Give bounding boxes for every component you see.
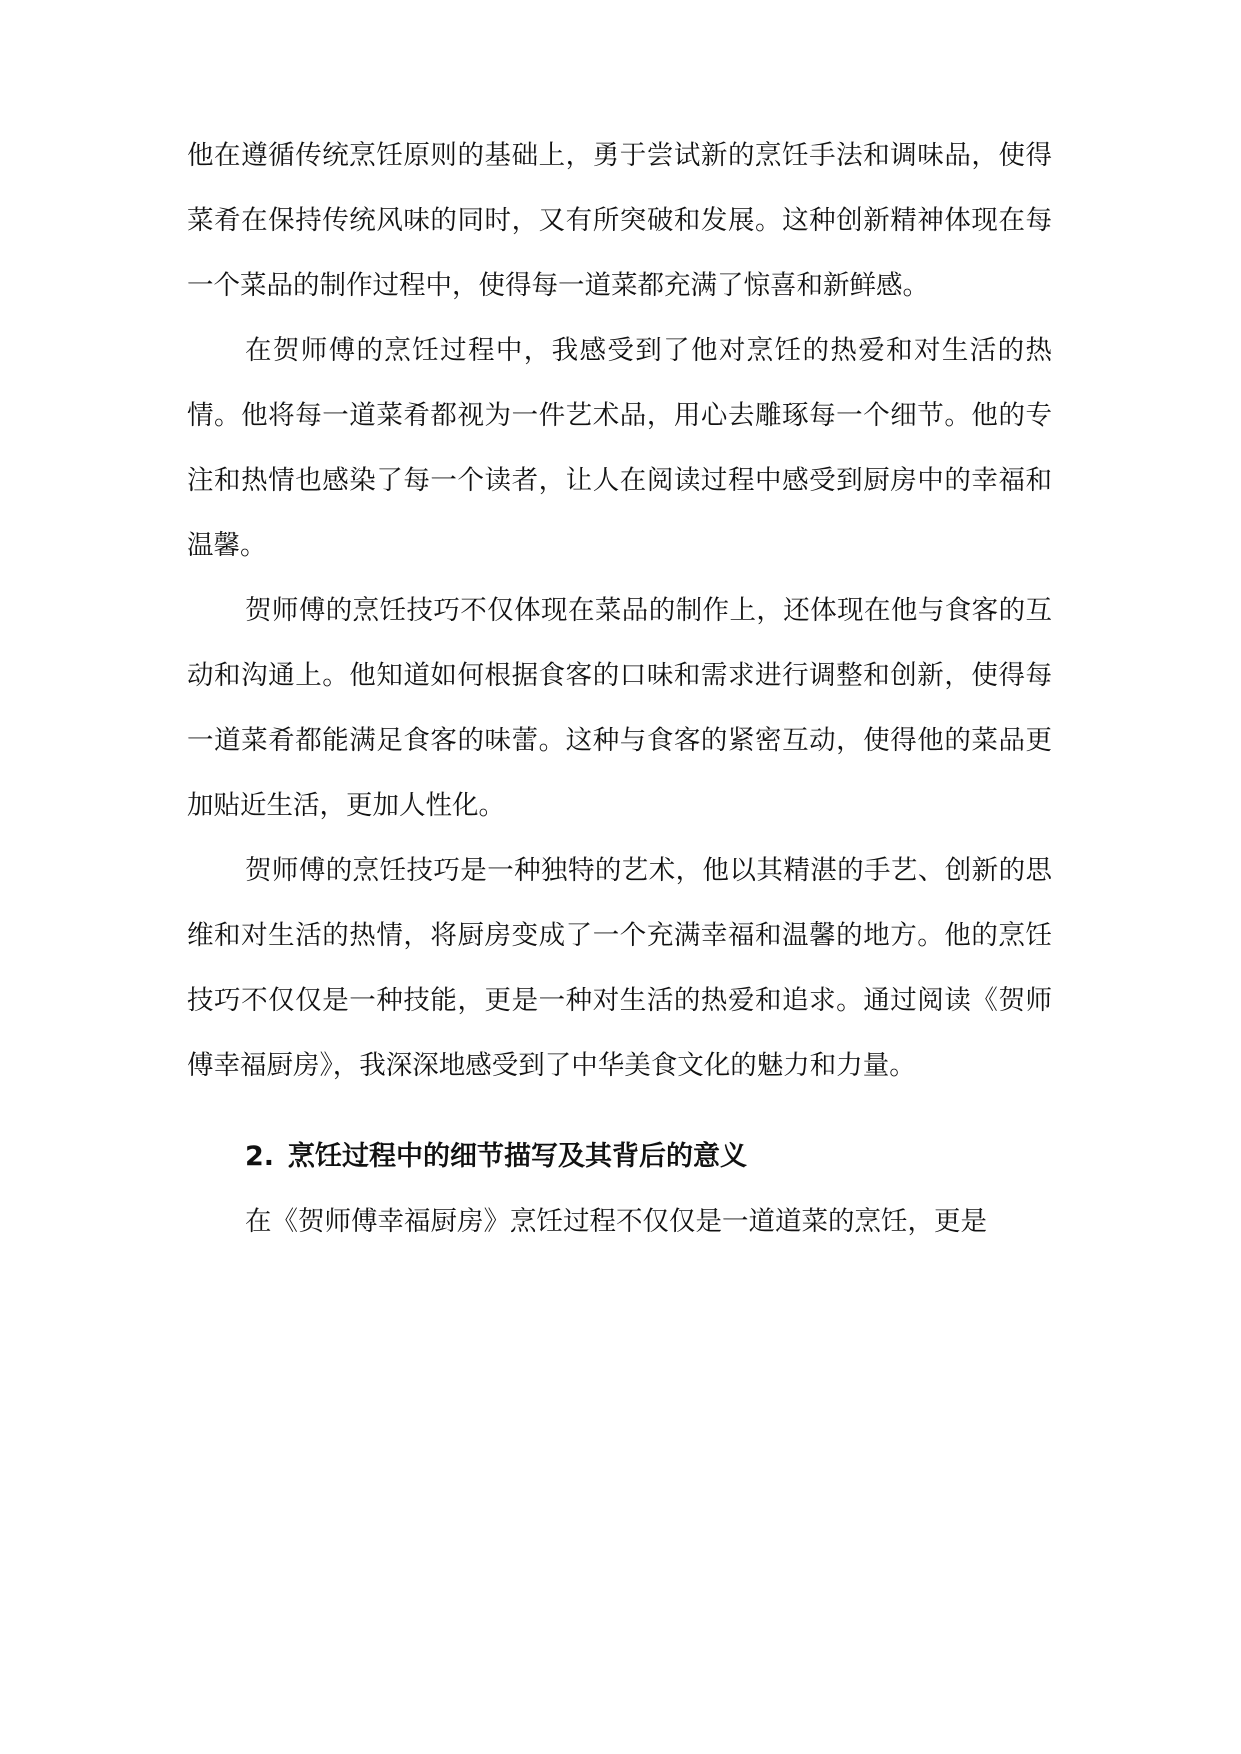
paragraph-conclusion: 贺师傅的烹饪技巧是一种独特的艺术，他以其精湛的手艺、创新的思维和对生活的热情，将厨房变成了一个充满幸福和温馨的地方。他的烹饪技巧不仅仅是一种技能，更是一种对生活的热爱和追求。通过阅读《贺师傅幸福厨房》，我深深地感受到了中华美食文化的魅力和力量。: [187, 855, 1052, 1081]
document-body: [187, 123, 1052, 1254]
section-title: 烹饪过程中的细节描写及其背后的意义: [288, 1141, 748, 1172]
section-heading: [187, 1124, 1052, 1189]
paragraph-section-intro: 在《贺师傅幸福厨房》烹饪过程不仅仅是一道道菜的烹饪，更是: [245, 1206, 987, 1237]
section-number: 2.: [245, 1141, 275, 1172]
paragraph-passion: 在贺师傅的烹饪过程中，我感受到了他对烹饪的热爱和对生活的热情。他将每一道菜肴都视为一件艺术品，用心去雕琢每一个细节。他的专注和热情也感染了每一个读者，让人在阅读过程中感受到厨房中的幸福和温馨。: [187, 335, 1052, 561]
paragraph-interaction: 贺师傅的烹饪技巧不仅体现在菜品的制作上，还体现在他与食客的互动和沟通上。他知道如何根据食客的口味和需求进行调整和创新，使得每一道菜肴都能满足食客的味蕾。这种与食客的紧密互动，使得他的菜品更加贴近生活，更加人性化。: [187, 595, 1052, 821]
paragraph-continuation: 他在遵循传统烹饪原则的基础上，勇于尝试新的烹饪手法和调味品，使得菜肴在保持传统风味的同时，又有所突破和发展。这种创新精神体现在每一个菜品的制作过程中，使得每一道菜都充满了惊喜和新鲜感。: [187, 140, 1052, 301]
